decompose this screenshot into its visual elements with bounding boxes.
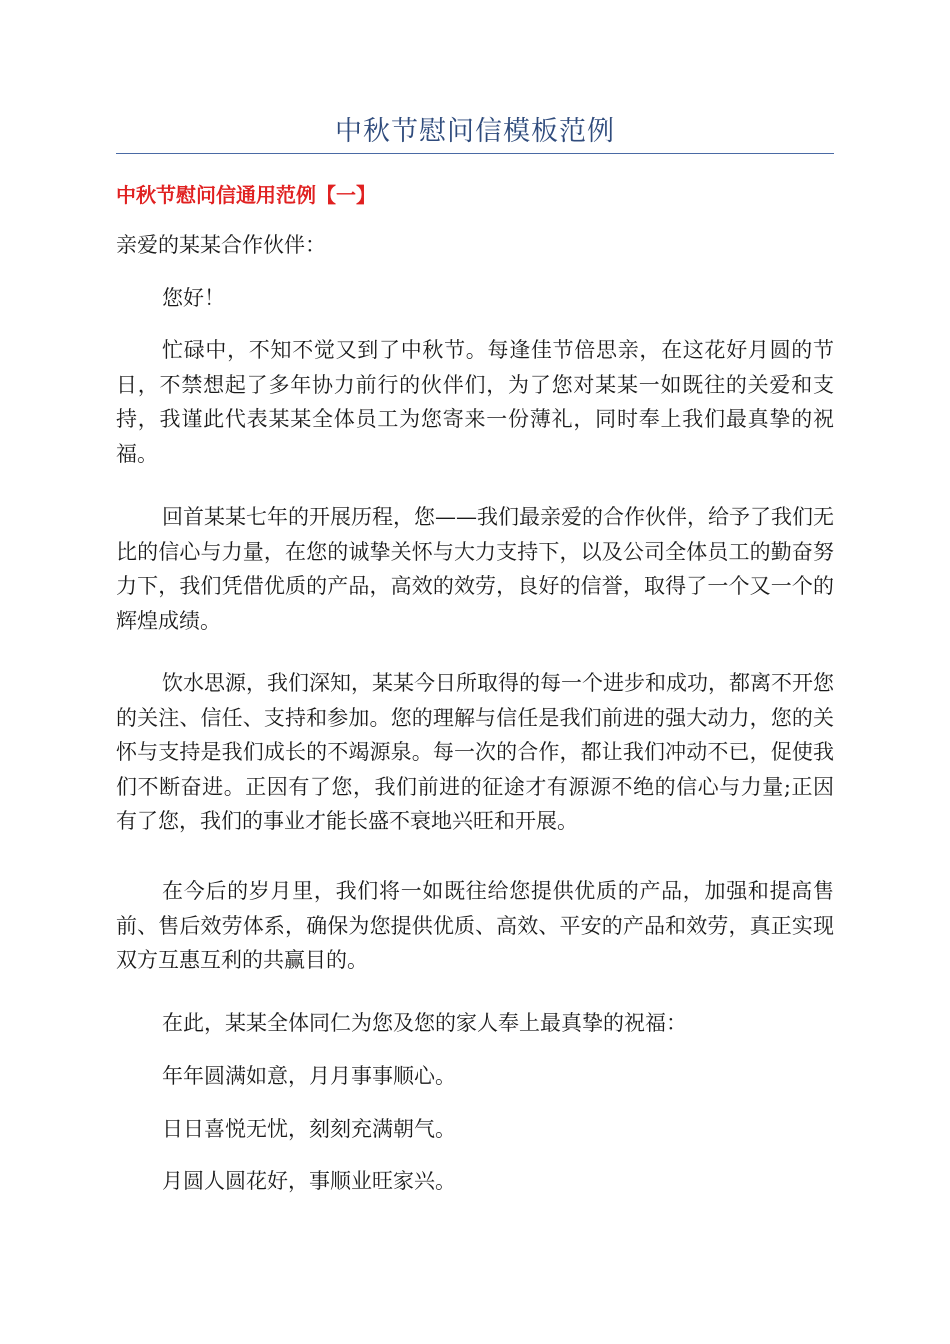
paragraph-1: 忙碌中，不知不觉又到了中秋节。每逢佳节倍思亲，在这花好月圆的节日，不禁想起了多年协力前行的伙伴们，为了您对某某一如既往的关爱和支持，我谨此代表某某全体员工为您寄来一份薄礼，同时奉上我们最真挚的祝福。 [116, 338, 834, 466]
blessing-line-2: 日日喜悦无忧，刻刻充满朝气。 [162, 1117, 456, 1141]
document-title: 中秋节慰问信模板范例 [335, 116, 615, 147]
section-heading: 中秋节慰问信通用范例【一】 [116, 183, 376, 207]
greeting: 您好！ [162, 286, 225, 310]
blessing-intro: 在此，某某全体同仁为您及您的家人奉上最真挚的祝福： [162, 1011, 687, 1035]
salutation: 亲爱的某某合作伙伴： [116, 233, 326, 257]
title-underline [116, 153, 834, 154]
paragraph-2: 回首某某七年的开展历程，您——我们最亲爱的合作伙伴，给予了我们无比的信心与力量，在您的诚挚关怀与大力支持下，以及公司全体员工的勤奋努力下，我们凭借优质的产品，高效的效劳，良好的信誉，取得了一个又一个的辉煌成绩。 [116, 505, 834, 633]
paragraph-4: 在今后的岁月里，我们将一如既往给您提供优质的产品，加强和提高售前、售后效劳体系，确保为您提供优质、高效、平安的产品和效劳，真正实现双方互惠互利的共赢目的。 [116, 879, 834, 972]
blessing-line-1: 年年圆满如意，月月事事顺心。 [162, 1064, 456, 1088]
paragraph-3: 饮水思源，我们深知，某某今日所取得的每一个进步和成功，都离不开您的关注、信任、支持和参加。您的理解与信任是我们前进的强大动力，您的关怀与支持是我们成长的不竭源泉。每一次的合作，都让我们冲动不已，促使我们不断奋进。正因有了您，我们前进的征途才有源源不绝的信心与力量;正因有了您，我们的事业才能长盛不衰地兴旺和开展。 [116, 671, 834, 833]
blessing-line-3: 月圆人圆花好，事顺业旺家兴。 [162, 1169, 456, 1193]
